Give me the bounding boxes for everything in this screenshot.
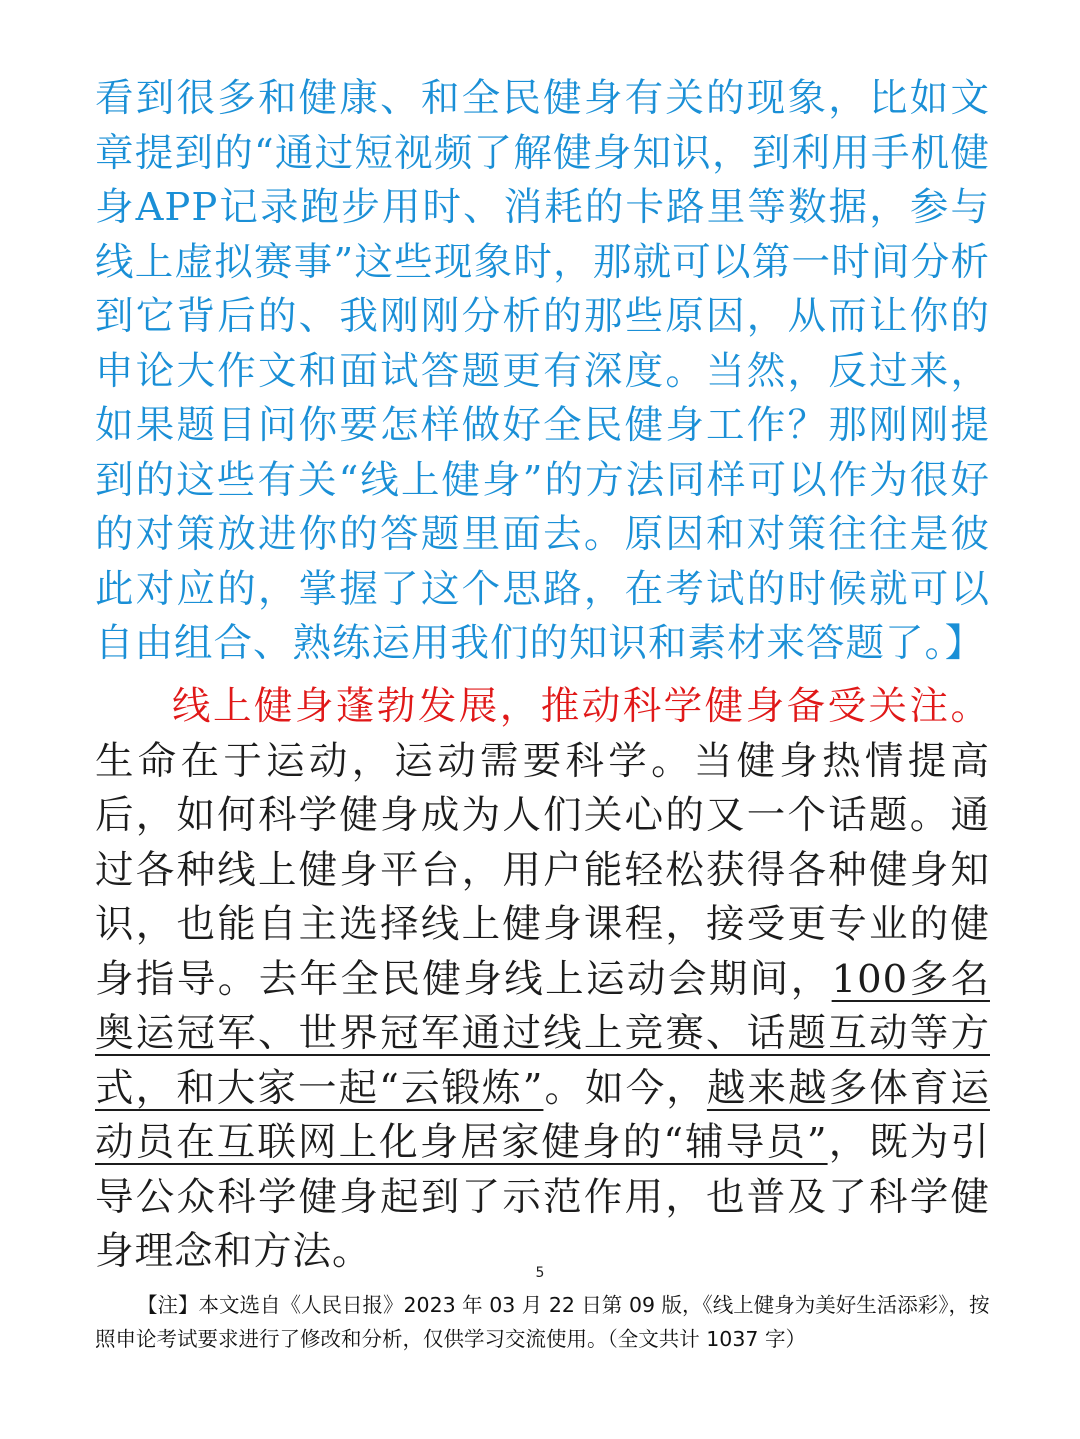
body-text-part-3: ，既为引导公众科学健身起到了示范作用，也普及了科学健身理念和方法。	[95, 1120, 990, 1274]
commentary-paragraph: 看到很多和健康、和全民健身有关的现象，比如文章提到的“通过短视频了解健身知识，到利用手机健身APP记录跑步用时、消耗的卡路里等数据，参与线上虚拟赛事”这些现象时，那就可以第一时间分析到它背后的、我刚刚分析的那些原因，从而让你的申论大作文和面试答题更有深度。当然，反过来，如果题目问你要怎样做好全民健身工作？那刚刚提到的这些有关“线上健身”的方法同样可以作为很好的对策放进你的答题里面去。原因和对策往往是彼此对应的，掌握了这个思路，在考试的时候就可以自由组合、熟练运用我们的知识和素材来答题了。】	[95, 76, 990, 666]
underlined-passage-2: 越来越多体育运动员在互联网上化身居家健身的“辅导员”	[95, 1065, 990, 1165]
source-note: 【注】本文选自《人民日报》2023 年 03 月 22 日第 09 版，《线上健身为美好生活添彩》，按照申论考试要求进行了修改和分析，仅供学习交流使用。（全文共计 1037 字）	[95, 1293, 990, 1351]
body-paragraph	[95, 680, 990, 1280]
body-text-part-2: 。如今，	[543, 1065, 707, 1111]
underlined-passage-1: 100多名奥运冠军、世界冠军通过线上竞赛、话题互动等方式，和大家一起“云锻炼”	[95, 956, 990, 1111]
page-number: 5	[535, 1265, 545, 1281]
body-text-part-1: 生命在于运动，运动需要科学。当健身热情提高后，如何科学健身成为人们关心的又一个话题。通过各种线上健身平台，用户能轻松获得各种健身知识，也能自主选择线上健身课程，接受更专业的健身指导。去年全民健身线上运动会期间，	[95, 738, 990, 1002]
paragraph-heading: 线上健身蓬勃发展，推动科学健身备受关注。	[172, 684, 990, 729]
